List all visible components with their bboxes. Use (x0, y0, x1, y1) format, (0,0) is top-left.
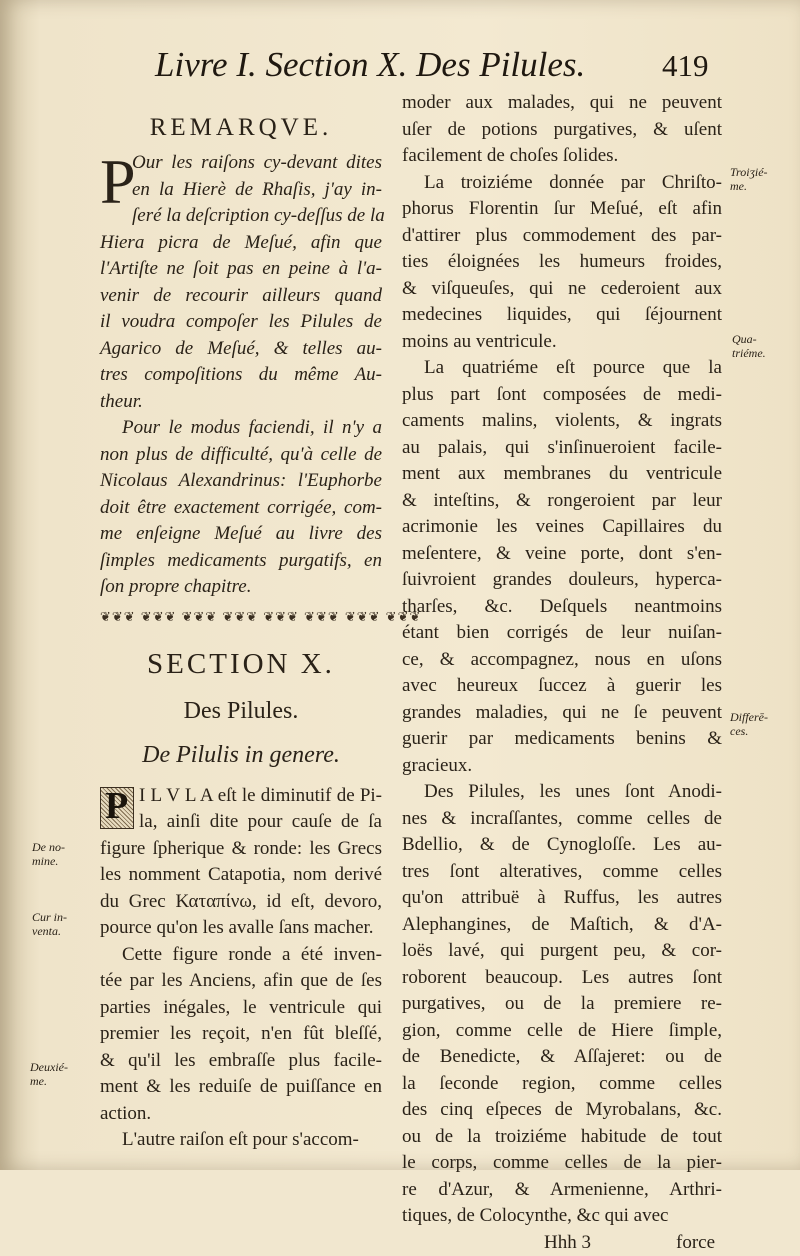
text-line: nes & incraſſantes, comme celles de (402, 807, 722, 829)
text-line: L'autre raiſon eſt pour s'accom- (122, 1129, 359, 1150)
text-line: La quatriéme eſt pource que la (424, 357, 722, 378)
remarque-title: REMARQVE. (149, 114, 333, 141)
text-line: pource qu'on les avalle ſans macher. (100, 917, 374, 938)
text-line: Agarico de Meſué, & telles au- (100, 337, 382, 359)
text-line: étant bien corrigés de leur nuiſan- (402, 622, 722, 643)
page-number: 419 (662, 48, 709, 83)
text-line: la ſeconde region, comme celles (402, 1072, 722, 1094)
remarque-paragraph-2 (100, 415, 382, 601)
text-line: re d'Azur, & Armenienne, Arthri- (402, 1178, 722, 1200)
text-line: Pour le modus faciendi, il n'y a (122, 417, 382, 438)
text-line: la, ainſi dite pour cauſe de ſa (139, 811, 382, 832)
text-line: & viſqueuſes, qui ne cederoient aux (402, 277, 722, 299)
text-line: doit être exactement corrigée, com- (100, 496, 382, 518)
text-line: tée par les Anciens, afin que de ſes (100, 970, 382, 991)
text-line: les nomment Catapotia, nom derivé (100, 864, 382, 885)
body-paragraph-2 (100, 942, 382, 1128)
text-line: venir de recourir ailleurs quand (100, 284, 382, 306)
text-line: tiques, de Colocynthe, &c qui avec (402, 1205, 669, 1226)
text-line: tharſes, &c. Deſquels neantmoins (402, 595, 722, 617)
text-line: ce, & accompagnez, nous en uſons (402, 648, 722, 670)
text-line: Bdellio, & de Cynogloſſe. Les au- (402, 834, 722, 855)
text-line: facilement de choſes ſolides. (402, 145, 619, 166)
text-line: en la Hierè de Rhaſis, j'ay in- (132, 178, 382, 200)
text-line: acrimonie les veines Capillaires du (402, 516, 722, 537)
text-line: & inteſtins, & rongeroient par leur (402, 489, 722, 511)
remarque-paragraph-1 (100, 146, 385, 415)
text-line: parties inégales, le ventricule qui (100, 996, 382, 1018)
margin-note-deuxieme: Deuxié- me. (30, 1060, 68, 1088)
text-line: d'attirer plus commodement des par- (402, 224, 722, 246)
text-line: purgatives, ou de la premiere re- (402, 993, 722, 1014)
text-line: ment & les reduiſe de puiſſance en (100, 1076, 382, 1097)
text-line: Alephangines, de Maſtich, & d'A- (402, 913, 722, 935)
text-line: moins au ventricule. (402, 330, 557, 352)
margin-note-cur-inventa: Cur in- venta. (32, 910, 68, 938)
text-line: action. (100, 1102, 152, 1124)
text-line: ties éloignées les humeurs froides, (402, 251, 722, 272)
text-line: me enſeigne Meſué au livre des (100, 523, 382, 544)
text-line: loës lavé, qui purgent peu, & cor- (402, 940, 722, 961)
text-line: gion, comme celle de Hiere ſimple, (402, 1019, 722, 1041)
remarque-dropcap: P (100, 146, 136, 217)
text-line: guerir par medicaments benins & (402, 728, 722, 749)
text-line: & qu'il les embraſſe plus facile- (100, 1049, 382, 1071)
text-line: grandes maladies, qui ne ſe peuvent (402, 701, 722, 723)
margin-note-troisieme: Troiʒié- me. (730, 165, 768, 193)
text-line: medecines liquides, qui ſéjournent (402, 304, 722, 325)
section-title: SECTION X. (147, 647, 335, 680)
text-line: meſentere, & veine porte, dont s'en- (402, 542, 722, 564)
text-line: premier les reçoit, n'en fût bleſſé, (100, 1023, 382, 1044)
text-line: avec heureux ſuccez à guerir les (402, 675, 722, 696)
margin-note-quatrieme: Qua- triéme. (732, 332, 766, 360)
text-line: ſeré la deſcription cy-deſſus de la (132, 205, 385, 226)
text-line: tres compoſitions du même Au- (100, 364, 382, 385)
text-line: non plus de difficulté, qu'à celle de (100, 443, 382, 465)
body-first-line: I L V L A eſt le diminutif de Pi- (139, 784, 382, 806)
text-line: de Benedicte, & Aſſajeret: ou de (402, 1046, 722, 1067)
text-line: des cinq eſpeces de Myrobalans, &c. (402, 1099, 722, 1120)
body-paragraph-1 (100, 783, 382, 942)
text-line: Our les raiſons cy-devant dites (132, 152, 382, 173)
catchword: force (676, 1231, 716, 1253)
section-subtitle: Des Pilules. (183, 697, 299, 724)
text-line: le corps, comme celles de la pier- (402, 1152, 722, 1173)
text-line: La troiziéme donnée par Chriſto- (424, 171, 722, 193)
text-line: ou de la troiziéme habitude de tout (402, 1125, 722, 1147)
text-line: theur. (100, 390, 143, 412)
dropcap-letter: P (105, 784, 129, 827)
text-line: ſimples medicaments purgatifs, en (100, 549, 382, 571)
body-paragraph-3 (100, 1127, 382, 1154)
text-line: uſer de potions purgatives, & uſent (402, 118, 722, 140)
text-line: roborent beaucoup. Les autres ſont (402, 966, 722, 988)
text-line: gracieux. (402, 754, 473, 776)
text-line: figure ſpherique & ronde: les Grecs (100, 837, 382, 859)
section-subtitle-latin: De Pilulis in genere. (142, 741, 340, 768)
text-line: ſuivroient grandes douleurs, hyperca- (402, 569, 722, 590)
margin-note-de-nomine: De no- mine. (32, 840, 65, 868)
text-line: Des Pilules, les unes ſont Anodi- (424, 781, 722, 802)
margin-note-differences: Differē- ces. (730, 710, 768, 738)
right-column (402, 90, 722, 1256)
signature-mark: Hhh 3 (544, 1231, 591, 1253)
text-line: l'Artiſte ne ſoit pas en peine à l'a- (100, 258, 382, 279)
left-column (100, 108, 422, 1154)
text-line: phorus Florentin ſur Meſué, eſt afin (402, 198, 722, 219)
text-line: il voudra compoſer les Pilules de (100, 311, 382, 332)
text-line: moder aux malades, qui ne peuvent (402, 92, 722, 113)
text-line: qu'on attribuë à Ruffus, les autres (402, 887, 722, 908)
text-line: ſon propre chapitre. (100, 576, 252, 597)
text-line: Nicolaus Alexandrinus: l'Euphorbe (100, 470, 382, 491)
signature-line (402, 1230, 722, 1256)
text-line: plus part ſont composées de medi- (402, 383, 722, 405)
ornamental-dropcap (100, 784, 134, 829)
text-line: au palais, qui s'inſinueroient facile- (402, 436, 722, 458)
text-line: Hiera picra de Meſué, afin que (100, 231, 382, 253)
running-title: Livre I. Section X. Des Pilules. (155, 45, 586, 84)
text-line: Cette figure ronde a été inven- (122, 943, 382, 965)
text-line: du Grec Καταπίνω, id eſt, devoro, (100, 890, 382, 912)
text-line: tres ſont alteratives, comme celles (402, 860, 722, 882)
text-line: ment aux membranes du ventricule (402, 463, 722, 484)
text-line: caments malins, violents, & ingrats (402, 410, 722, 431)
ornament-divider: ❦❦❦ ❦❦❦ ❦❦❦ ❦❦❦ ❦❦❦ ❦❦❦ ❦❦❦ ❦❦❦ (100, 609, 422, 625)
